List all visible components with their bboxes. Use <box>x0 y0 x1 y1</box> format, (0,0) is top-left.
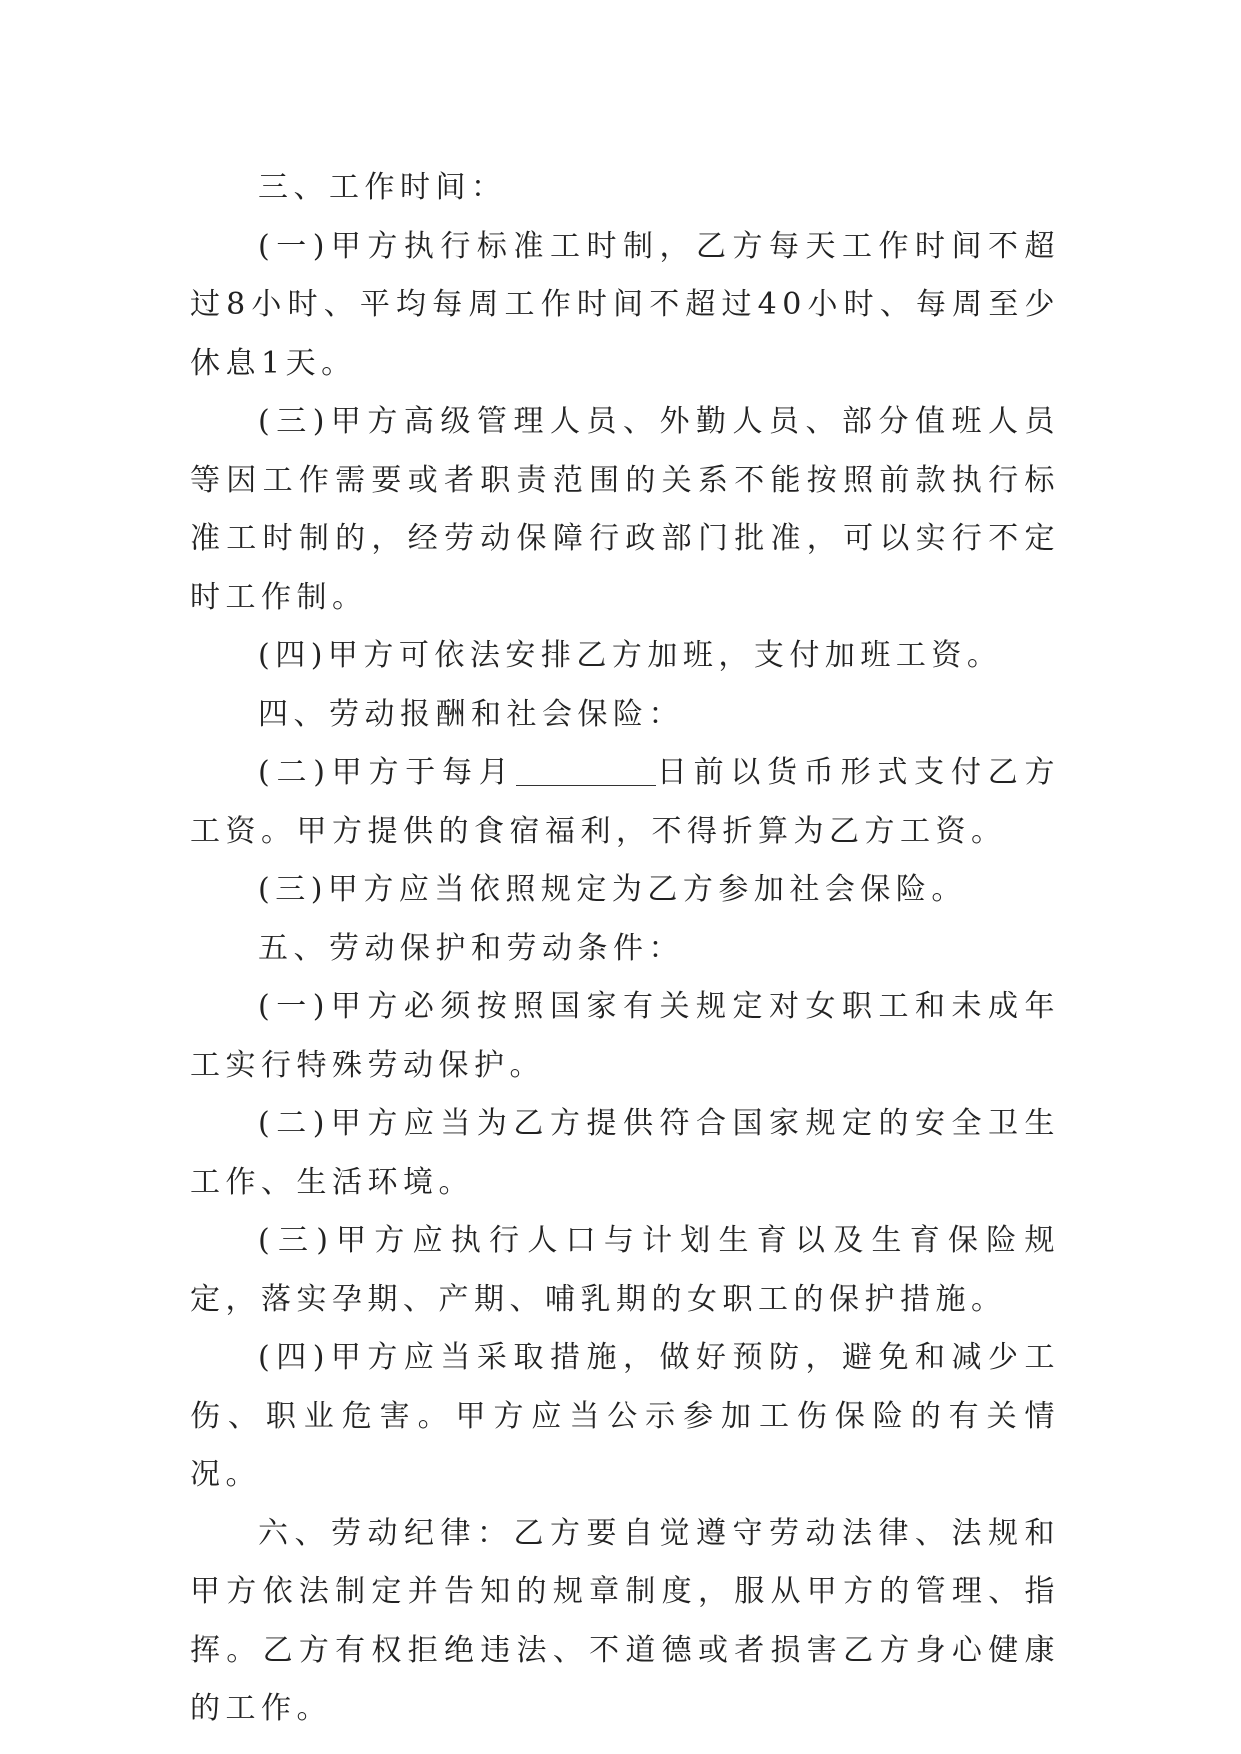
paragraph-labor-discipline: 六、劳动纪律：乙方要自觉遵守劳动法律、法规和甲方依法制定并告知的规章制度，服从甲方的管理、指挥。乙方有权拒绝违法、不道德或者损害乙方身心健康的工作。 <box>190 1515 1060 1726</box>
paragraph-safe-environment: (二)甲方应当为乙方提供符合国家规定的安全卫生工作、生活环境。 <box>190 1106 1060 1200</box>
paragraph-maternity-protection: (三)甲方应执行人口与计划生育以及生育保险规定，落实孕期、产期、哺乳期的女职工的保护措施。 <box>190 1223 1060 1317</box>
section-heading-labor-protection: 五、劳动保护和劳动条件： <box>258 930 684 966</box>
pay-date-text-before: (二)甲方于每月 <box>258 755 516 790</box>
section-heading-work-hours: 三、工作时间： <box>258 170 507 205</box>
paragraph-injury-prevention: (四)甲方应当采取措施，做好预防，避免和减少工伤、职业危害。甲方应当公示参加工伤保险的有关情况。 <box>190 1340 1060 1492</box>
pay-date-blank[interactable] <box>516 755 656 786</box>
paragraph-special-protection: (一)甲方必须按照国家有关规定对女职工和未成年工实行特殊劳动保护。 <box>190 989 1060 1083</box>
paragraph-overtime: (四)甲方可依法安排乙方加班，支付加班工资。 <box>258 638 1003 673</box>
paragraph-flexible-hours: (三)甲方高级管理人员、外勤人员、部分值班人员等因工作需要或者职责范围的关系不能按照前款执行标准工时制的，经劳动保障行政部门批准，可以实行不定时工作制。 <box>190 404 1060 615</box>
paragraph-social-insurance: (三)甲方应当依照规定为乙方参加社会保险。 <box>258 872 967 907</box>
section-heading-remuneration: 四、劳动报酬和社会保险： <box>258 696 684 732</box>
document-body <box>190 159 1060 1739</box>
paragraph-standard-hours: (一)甲方执行标准工时制，乙方每天工作时间不超过8小时、平均每周工作时间不超过40小时、每周至少休息1天。 <box>190 228 1060 381</box>
pay-date-text-after: 日前以货币形式支付乙方工资。甲方提供的食宿福利，不得折算为乙方工资。 <box>190 755 1060 849</box>
paragraph-pay-date <box>190 744 1060 861</box>
